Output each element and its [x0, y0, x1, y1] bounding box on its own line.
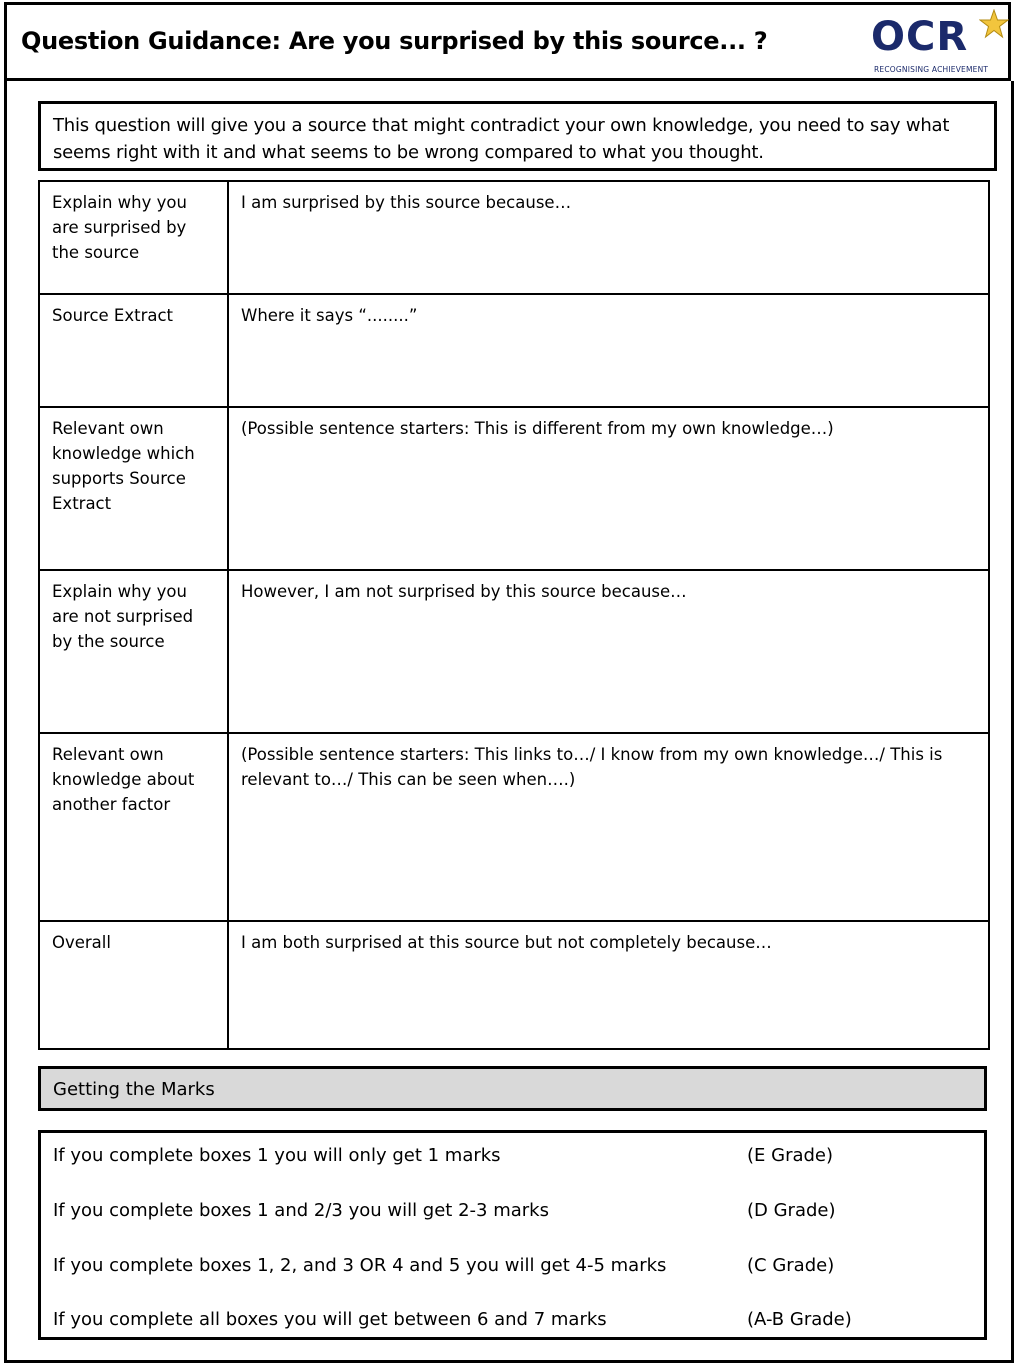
table-row [39, 181, 989, 294]
mark-criteria: If you complete boxes 1 you will only get 1 marks [53, 1145, 501, 1166]
table-row [39, 407, 989, 570]
table-row [39, 921, 989, 1049]
row-label: Relevant own knowledge about another factor [39, 733, 228, 921]
row-label: Explain why you are surprised by the source [39, 181, 228, 294]
table-row [39, 733, 989, 921]
guidance-table [38, 180, 990, 1050]
row-label: Source Extract [39, 294, 228, 407]
mark-grade: (D Grade) [747, 1200, 836, 1221]
row-label: Overall [39, 921, 228, 1049]
list-item [53, 1307, 852, 1332]
row-content[interactable]: (Possible sentence starters: This is different from my own knowledge…) [228, 407, 989, 570]
row-label: Relevant own knowledge which supports Source Extract [39, 407, 228, 570]
mark-grade: (E Grade) [747, 1145, 834, 1166]
table-row [39, 294, 989, 407]
list-item [53, 1198, 836, 1223]
logo-text: OCR [871, 14, 969, 60]
logo-tagline: RECOGNISING ACHIEVEMENT [874, 65, 989, 74]
table-row [39, 570, 989, 733]
mark-grade: (C Grade) [747, 1255, 835, 1276]
row-content[interactable]: (Possible sentence starters: This links to…/ I know from my own knowledge…/ This is relevant to…/ This can be seen when….) [228, 733, 989, 921]
mark-grade: (A-B Grade) [747, 1309, 852, 1330]
header-bar [4, 2, 1011, 81]
marks-list [38, 1130, 987, 1340]
row-content[interactable]: I am surprised by this source because… [228, 181, 989, 294]
mark-criteria: If you complete boxes 1 and 2/3 you will get 2-3 marks [53, 1200, 549, 1221]
mark-criteria: If you complete boxes 1, 2, and 3 OR 4 and 5 you will get 4-5 marks [53, 1255, 667, 1276]
row-content[interactable]: However, I am not surprised by this source because… [228, 570, 989, 733]
marks-heading: Getting the Marks [38, 1066, 987, 1111]
row-content[interactable]: I am both surprised at this source but not completely because… [228, 921, 989, 1049]
page-title: Question Guidance: Are you surprised by this source... ? [21, 27, 768, 55]
list-item [53, 1253, 835, 1278]
mark-criteria: If you complete all boxes you will get between 6 and 7 marks [53, 1309, 607, 1330]
star-icon [979, 9, 1009, 39]
intro-box: This question will give you a source that might contradict your own knowledge, you need to say what seems right with it and what seems to be wrong compared to what you thought. [38, 101, 997, 171]
ocr-logo [867, 7, 1007, 77]
list-item [53, 1143, 834, 1168]
row-content[interactable]: Where it says “........” [228, 294, 989, 407]
row-label: Explain why you are not surprised by the source [39, 570, 228, 733]
